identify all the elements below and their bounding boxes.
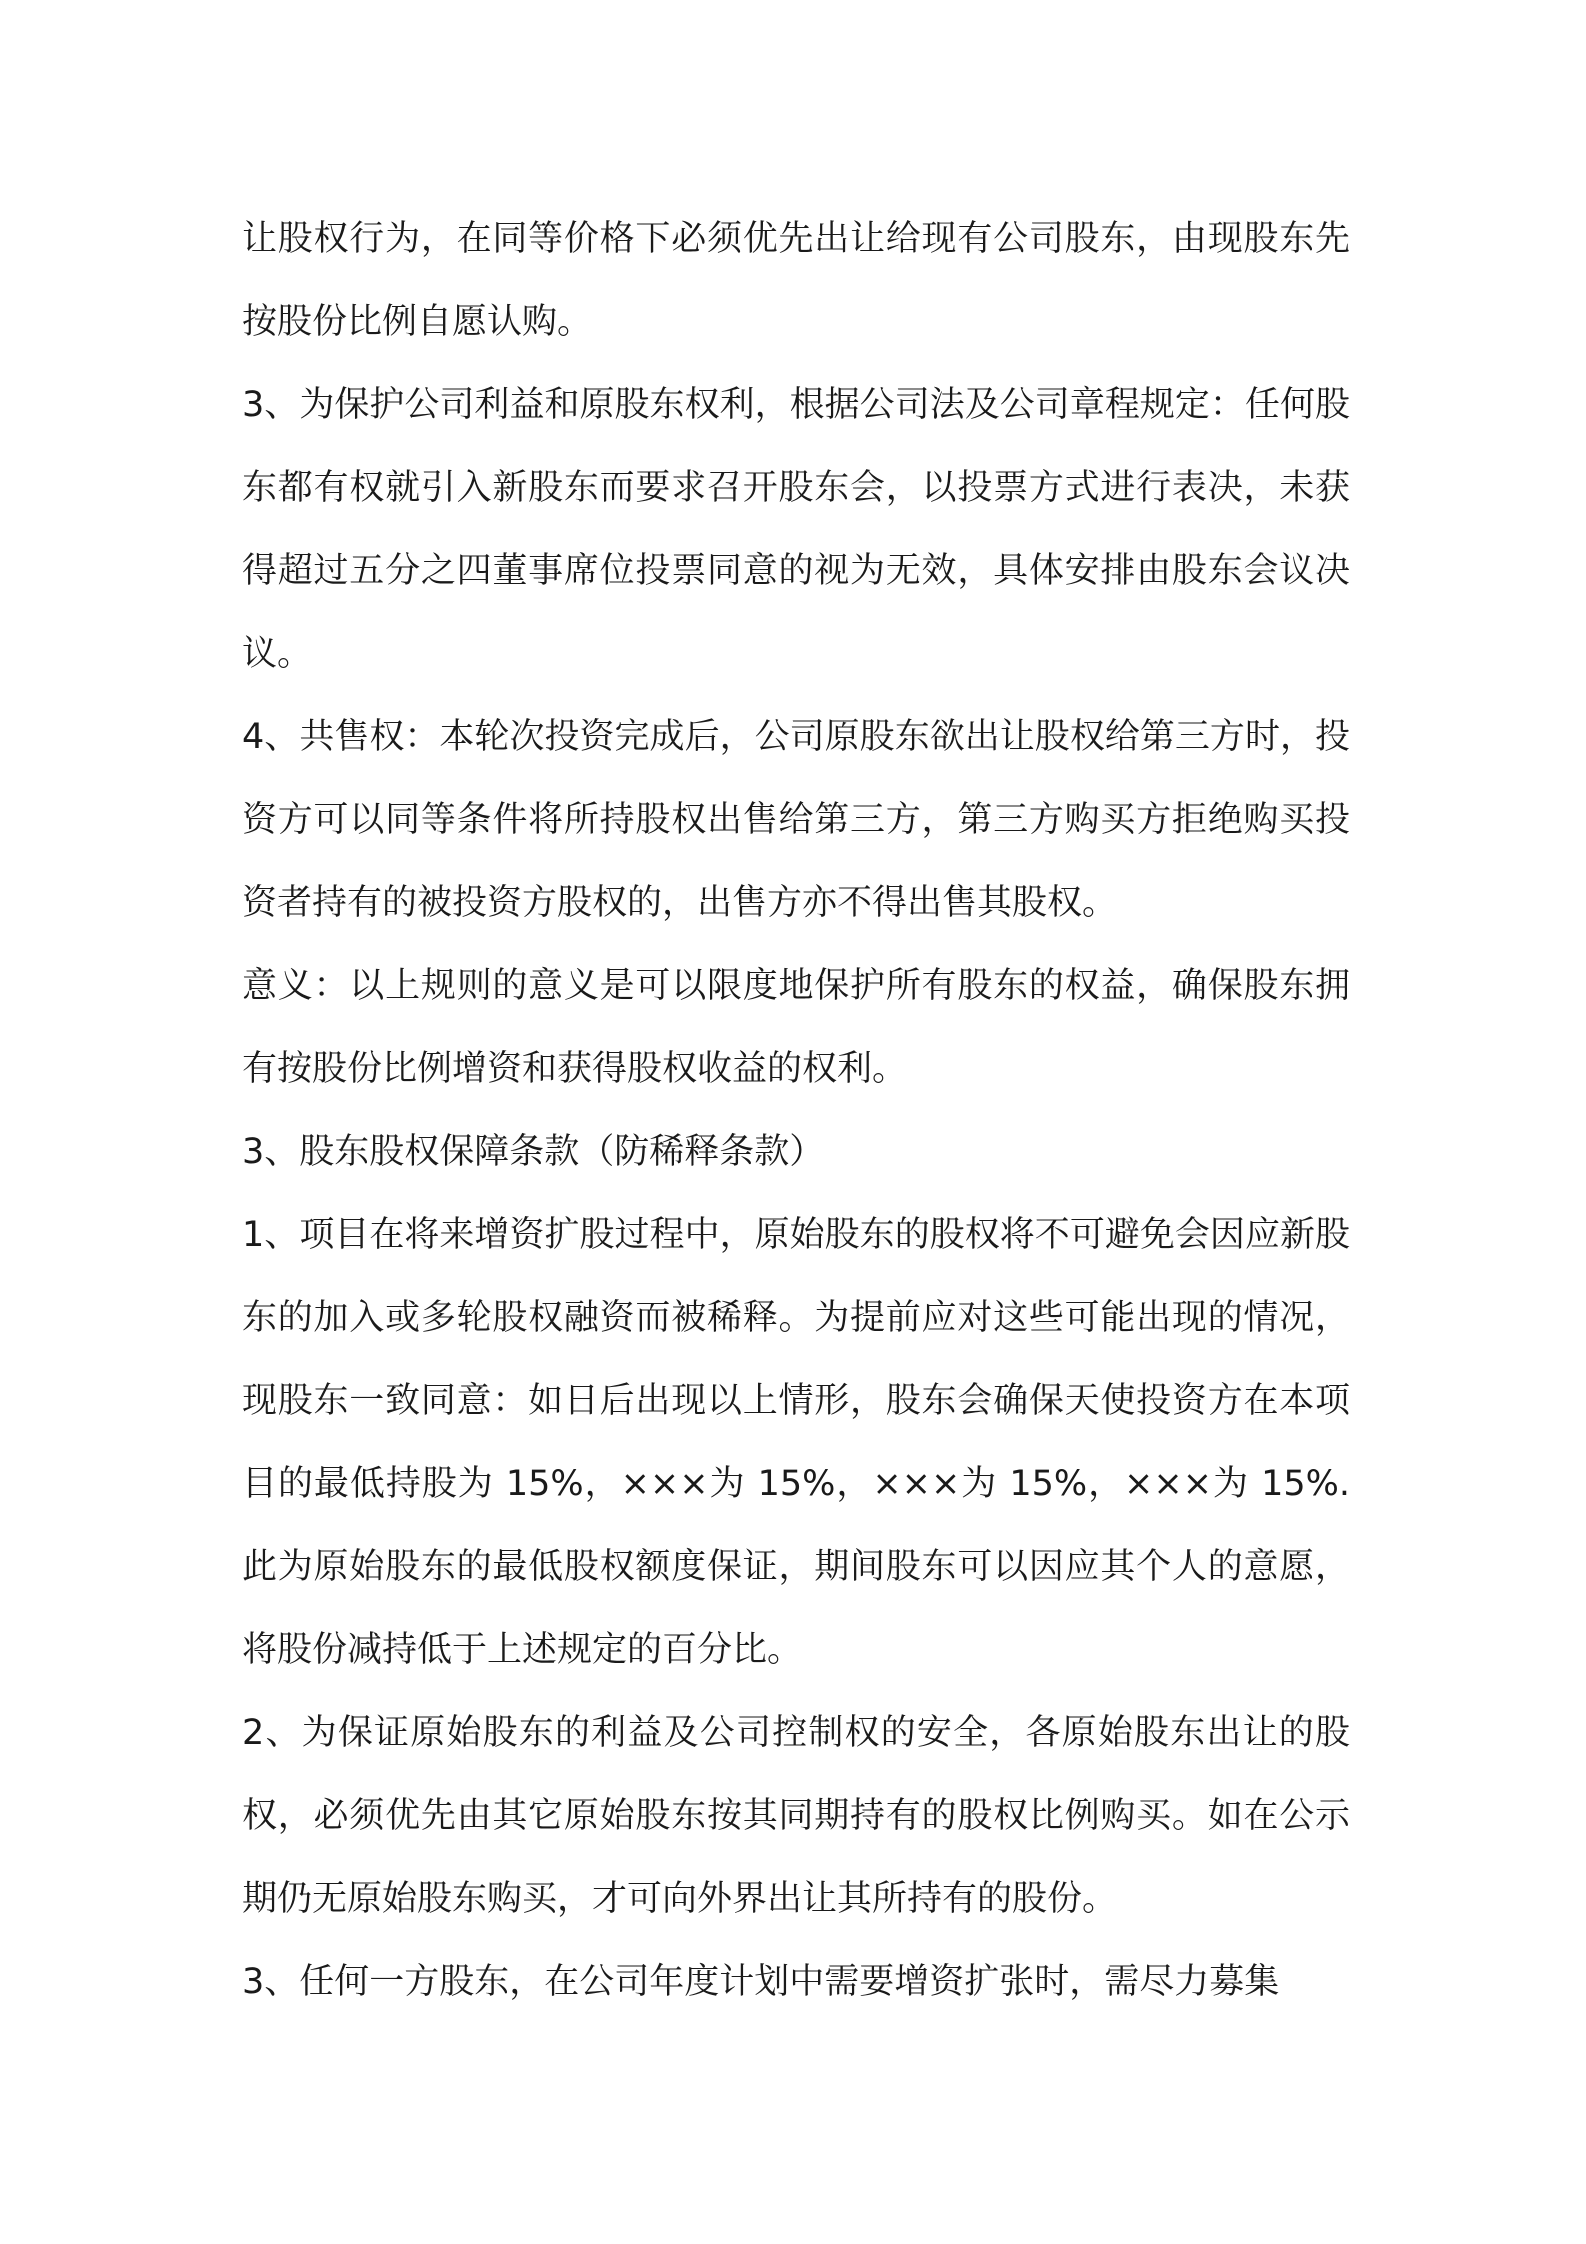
paragraph-shareholder-vote: 3、为保护公司利益和原股东权利，根据公司法及公司章程规定：任何股东都有权就引入新股东而要求召开股东会，以投票方式进行表决，未获得超过五分之四董事席位投票同意的视为无效，具体安排由股东会议决议。 — [242, 385, 1350, 674]
paragraph-co-sale-right: 4、共售权：本轮次投资完成后，公司原股东欲出让股权给第三方时，投资方可以同等条件将所持股权出售给第三方，第三方购买方拒绝购买投资者持有的被投资方股权的，出售方亦不得出售其股权。 — [242, 717, 1350, 923]
paragraph-capital-increase: 3、任何一方股东，在公司年度计划中需要增资扩张时，需尽力募集 — [242, 1962, 1280, 2002]
paragraph-original-shareholder-priority: 2、为保证原始股东的利益及公司控制权的安全，各原始股东出让的股权，必须优先由其它原始股东按其同期持有的股权比例购买。如在公示期仍无原始股东购买，才可向外界出让其所持有的股份。 — [242, 1713, 1350, 1919]
document-body — [242, 198, 1350, 2024]
section-heading-anti-dilution: 3、股东股权保障条款（防稀释条款） — [242, 1132, 825, 1172]
paragraph-minimum-shareholding: 1、项目在将来增资扩股过程中，原始股东的股权将不可避免会因应新股东的加入或多轮股权融资而被稀释。为提前应对这些可能出现的情况，现股东一致同意：如日后出现以上情形，股东会确保天使投资方在本项目的最低持股为 15%，×××为 15%，×××为 15%，×××为 15%.此为原始股东的最低股权额度保证，期间股东可以因应其个人的意愿，将股份减持低于上述规定的百分比。 — [242, 1215, 1350, 1670]
paragraph-preemptive-purchase-continued: 让股权行为，在同等价格下必须优先出让给现有公司股东，由现股东先按股份比例自愿认购。 — [242, 219, 1350, 342]
paragraph-significance: 意义：以上规则的意义是可以限度地保护所有股东的权益，确保股东拥有按股份比例增资和获得股权收益的权利。 — [242, 966, 1350, 1089]
